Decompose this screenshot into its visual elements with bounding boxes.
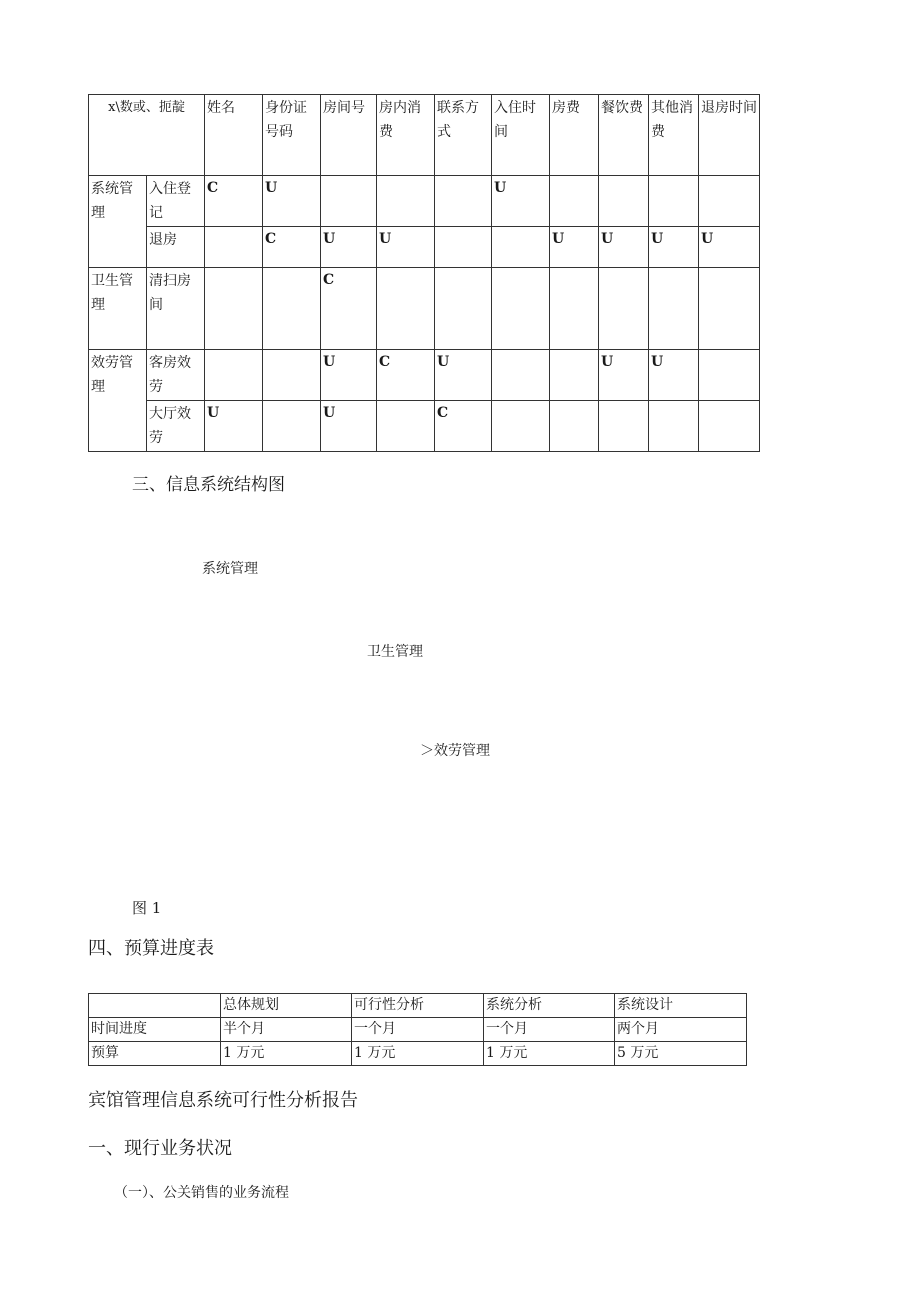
cu-process-cell: 客房效劳 bbox=[147, 350, 205, 401]
cu-group-cell: 卫生管理 bbox=[89, 268, 147, 350]
cu-mark bbox=[699, 268, 760, 350]
cu-mark bbox=[263, 401, 321, 452]
cu-process-cell: 大厅效劳 bbox=[147, 401, 205, 452]
budget-cell: 半个月 bbox=[221, 1018, 352, 1042]
cu-header-cell: 联系方式 bbox=[435, 95, 492, 176]
cu-mark bbox=[649, 176, 699, 227]
cu-header-cell: 房间号 bbox=[321, 95, 377, 176]
cu-group-cell: 效劳管理 bbox=[89, 350, 147, 452]
cu-mark bbox=[435, 176, 492, 227]
budget-row bbox=[89, 1018, 747, 1042]
structure-node-hygiene: 卫生管理 bbox=[367, 644, 423, 660]
cu-header-row bbox=[89, 95, 760, 176]
cu-header-cell: 房费 bbox=[550, 95, 599, 176]
report-subsection1-title: （一）、公关销售的业务流程 bbox=[114, 1185, 289, 1201]
cu-row bbox=[89, 176, 760, 227]
cu-mark bbox=[377, 268, 435, 350]
cu-mark: U bbox=[321, 401, 377, 452]
cu-process-cell: 入住登记 bbox=[147, 176, 205, 227]
section4-title: 四、预算进度表 bbox=[88, 938, 214, 959]
cu-mark bbox=[321, 176, 377, 227]
cu-mark: U bbox=[599, 227, 649, 268]
budget-cell: 一个月 bbox=[352, 1018, 484, 1042]
cu-mark bbox=[377, 176, 435, 227]
budget-cell: 1 万元 bbox=[221, 1042, 352, 1066]
cu-header-cell: 身份证号码 bbox=[263, 95, 321, 176]
cu-mark: U bbox=[699, 227, 760, 268]
cu-matrix-table bbox=[88, 94, 760, 452]
cu-mark bbox=[649, 268, 699, 350]
cu-mark: C bbox=[205, 176, 263, 227]
cu-mark bbox=[492, 268, 550, 350]
cu-mark: U bbox=[205, 401, 263, 452]
cu-header-cell: 餐饮费 bbox=[599, 95, 649, 176]
cu-mark bbox=[435, 227, 492, 268]
cu-mark bbox=[599, 401, 649, 452]
cu-header-cell: 退房时间 bbox=[699, 95, 760, 176]
section3-title: 三、信息系统结构图 bbox=[132, 475, 285, 495]
cu-process-cell: 退房 bbox=[147, 227, 205, 268]
cu-row bbox=[89, 350, 760, 401]
cu-mark: U bbox=[321, 227, 377, 268]
budget-header-cell: 可行性分析 bbox=[352, 994, 484, 1018]
cu-process-cell: 清扫房间 bbox=[147, 268, 205, 350]
budget-header-row bbox=[89, 994, 747, 1018]
figure-caption: 图 1 bbox=[132, 899, 162, 917]
cu-mark bbox=[699, 176, 760, 227]
budget-header-cell: 总体规划 bbox=[221, 994, 352, 1018]
structure-node-system: 系统管理 bbox=[202, 561, 258, 577]
cu-header-cell: 房内消费 bbox=[377, 95, 435, 176]
cu-mark bbox=[649, 401, 699, 452]
budget-table bbox=[88, 993, 747, 1066]
cu-mark bbox=[599, 268, 649, 350]
cu-mark bbox=[205, 350, 263, 401]
cu-corner-cell: x\数或、扼靛 bbox=[89, 95, 205, 176]
budget-cell: 1 万元 bbox=[352, 1042, 484, 1066]
cu-mark bbox=[599, 176, 649, 227]
cu-mark: U bbox=[377, 227, 435, 268]
cu-mark bbox=[550, 350, 599, 401]
cu-mark bbox=[435, 268, 492, 350]
cu-mark: U bbox=[649, 227, 699, 268]
cu-mark: U bbox=[599, 350, 649, 401]
cu-mark: U bbox=[263, 176, 321, 227]
cu-mark bbox=[205, 268, 263, 350]
cu-mark: U bbox=[492, 176, 550, 227]
cu-mark: U bbox=[321, 350, 377, 401]
cu-mark: U bbox=[649, 350, 699, 401]
cu-row bbox=[89, 268, 760, 350]
cu-mark bbox=[205, 227, 263, 268]
cu-mark bbox=[492, 350, 550, 401]
structure-node-service: ＞效劳管理 bbox=[420, 743, 490, 759]
cu-mark: C bbox=[263, 227, 321, 268]
report-title: 宾馆管理信息系统可行性分析报告 bbox=[88, 1090, 358, 1111]
budget-cell: 两个月 bbox=[615, 1018, 747, 1042]
cu-mark: C bbox=[377, 350, 435, 401]
budget-cell: 时间进度 bbox=[89, 1018, 221, 1042]
cu-mark: U bbox=[550, 227, 599, 268]
cu-mark bbox=[377, 401, 435, 452]
budget-header-cell: 系统设计 bbox=[615, 994, 747, 1018]
cu-header-cell: 入住时间 bbox=[492, 95, 550, 176]
cu-group-cell: 系统管理 bbox=[89, 176, 147, 268]
cu-mark: C bbox=[435, 401, 492, 452]
budget-header-cell bbox=[89, 994, 221, 1018]
budget-cell: 预算 bbox=[89, 1042, 221, 1066]
cu-header-cell: 其他消费 bbox=[649, 95, 699, 176]
cu-mark bbox=[492, 401, 550, 452]
cu-mark bbox=[550, 268, 599, 350]
cu-mark bbox=[492, 227, 550, 268]
cu-mark bbox=[263, 268, 321, 350]
cu-header-cell: 姓名 bbox=[205, 95, 263, 176]
cu-mark bbox=[550, 176, 599, 227]
budget-row bbox=[89, 1042, 747, 1066]
cu-row bbox=[89, 401, 760, 452]
cu-mark bbox=[550, 401, 599, 452]
budget-header-cell: 系统分析 bbox=[484, 994, 615, 1018]
cu-row bbox=[89, 227, 760, 268]
budget-cell: 一个月 bbox=[484, 1018, 615, 1042]
cu-mark: U bbox=[435, 350, 492, 401]
budget-cell: 5 万元 bbox=[615, 1042, 747, 1066]
budget-cell: 1 万元 bbox=[484, 1042, 615, 1066]
cu-mark: C bbox=[321, 268, 377, 350]
cu-mark bbox=[263, 350, 321, 401]
report-section1-title: 一、现行业务状况 bbox=[88, 1138, 232, 1159]
cu-mark bbox=[699, 350, 760, 401]
cu-mark bbox=[699, 401, 760, 452]
